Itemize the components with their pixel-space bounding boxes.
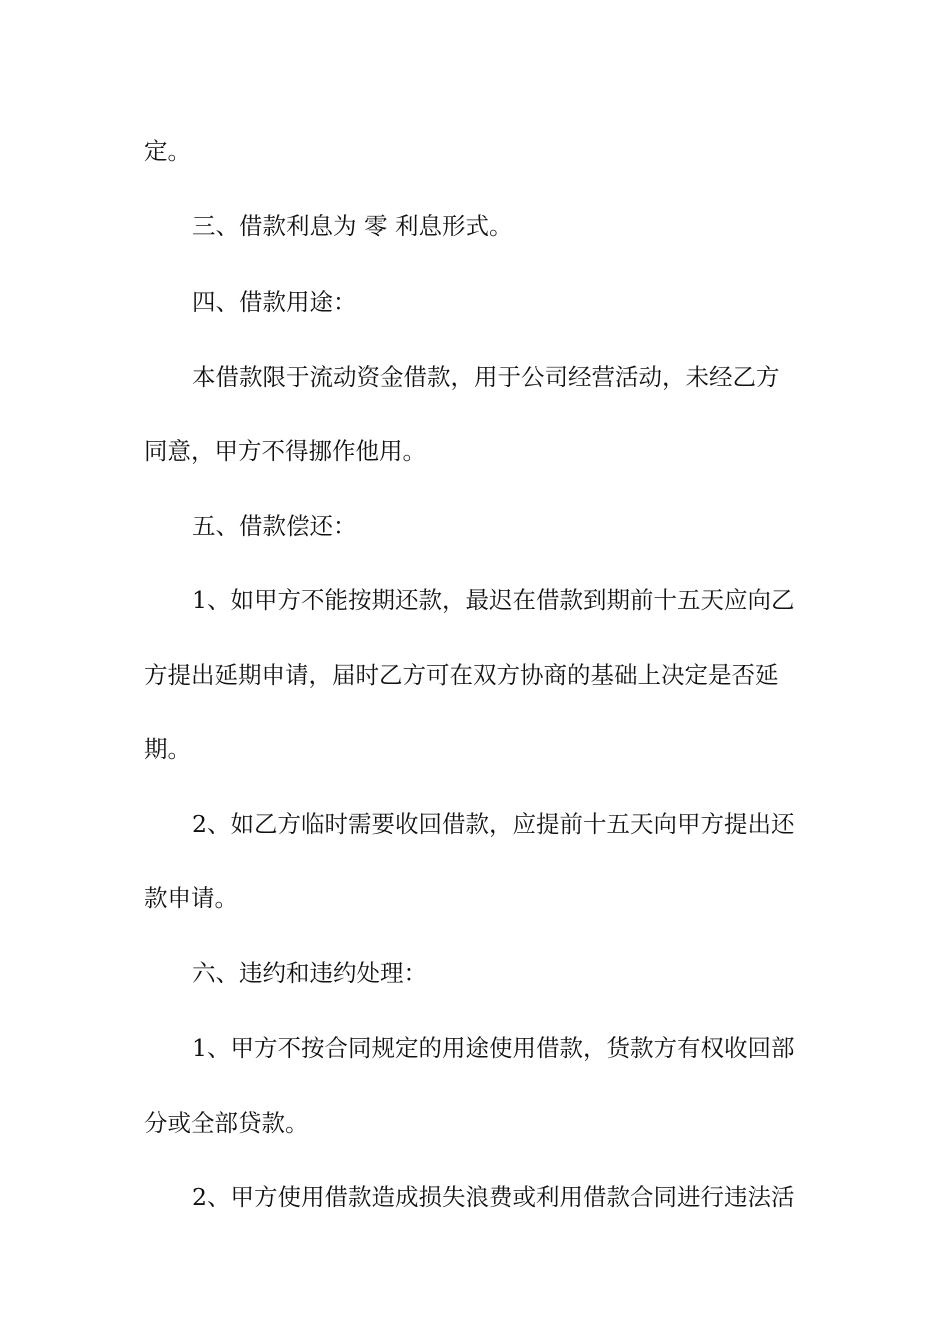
text-line-3: 四、借款用途： xyxy=(192,288,357,316)
text-line-9: 期。 xyxy=(144,735,191,763)
text-line-8: 方提出延期申请，届时乙方可在双方协商的基础上决定是否延 xyxy=(144,661,779,689)
text-line-13: 1、甲方不按合同规定的用途使用借款，货款方有权收回部 xyxy=(192,1034,795,1062)
text-line-1: 定。 xyxy=(144,137,191,165)
text-line-2: 三、借款利息为 零 利息形式。 xyxy=(192,212,513,240)
text-line-12: 六、违约和违约处理： xyxy=(192,959,427,987)
text-line-4: 本借款限于流动资金借款，用于公司经营活动，未经乙方 xyxy=(192,363,780,391)
text-line-10: 2、如乙方临时需要收回借款，应提前十五天向甲方提出还 xyxy=(192,810,795,838)
text-line-11: 款申请。 xyxy=(144,884,238,912)
text-line-6: 五、借款偿还： xyxy=(192,512,357,540)
text-line-15: 2、甲方使用借款造成损失浪费或利用借款合同进行违法活 xyxy=(192,1183,795,1211)
text-line-7: 1、如甲方不能按期还款，最迟在借款到期前十五天应向乙 xyxy=(192,586,795,614)
text-line-14: 分或全部贷款。 xyxy=(144,1109,309,1137)
text-line-5: 同意，甲方不得挪作他用。 xyxy=(144,437,426,465)
